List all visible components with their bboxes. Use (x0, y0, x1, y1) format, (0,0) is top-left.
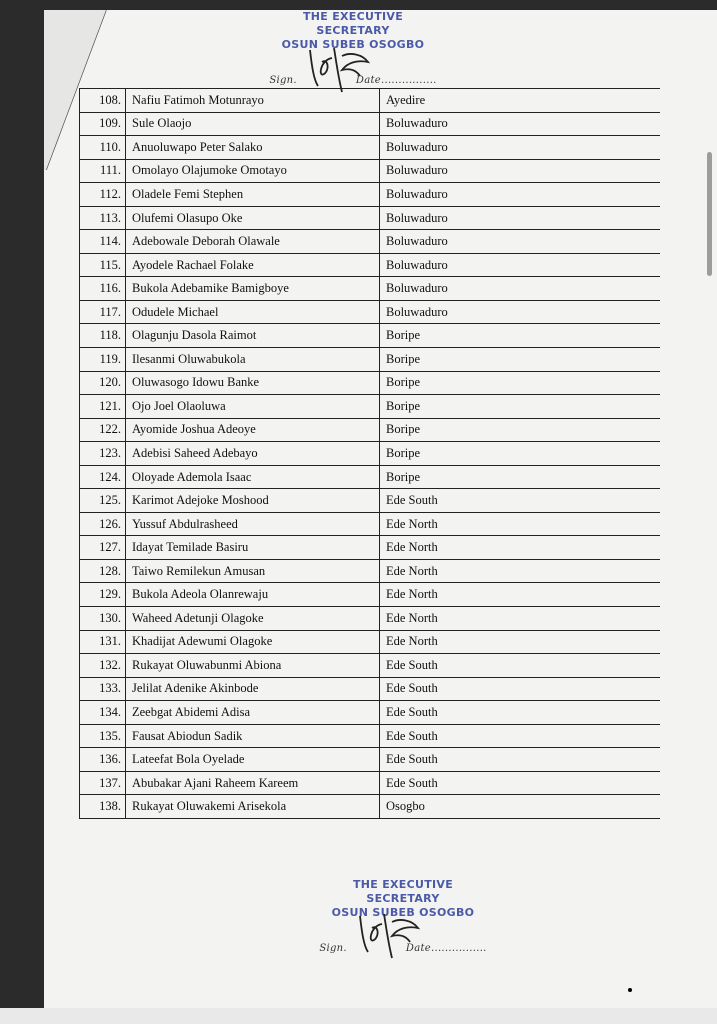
serial-number-cell: 132. (80, 654, 126, 678)
name-cell: Ojo Joel Olaoluwa (126, 395, 380, 419)
lga-cell: Boluwaduro (380, 230, 661, 254)
lga-cell: Boripe (380, 324, 661, 348)
serial-number-cell: 128. (80, 559, 126, 583)
stamp-subtitle: OSUN SUBEB OSOGBO (281, 38, 425, 51)
date-label: Date................ (405, 943, 487, 954)
name-cell: Zeebgat Abidemi Adisa (126, 701, 380, 725)
lga-cell: Boripe (380, 348, 661, 372)
lga-cell: Ede North (380, 607, 661, 631)
lga-cell: Ede South (380, 724, 661, 748)
name-cell: Idayat Temilade Basiru (126, 536, 380, 560)
serial-number-cell: 119. (80, 348, 126, 372)
name-cell: Bukola Adeola Olanrewaju (126, 583, 380, 607)
serial-number-cell: 127. (80, 536, 126, 560)
table-row (80, 701, 661, 725)
table-row (80, 206, 661, 230)
serial-number-cell: 116. (80, 277, 126, 301)
lga-cell: Ede North (380, 512, 661, 536)
table-row (80, 795, 661, 819)
lga-cell: Boripe (380, 395, 661, 419)
table-row (80, 277, 661, 301)
table-row (80, 607, 661, 631)
lga-cell: Ede South (380, 654, 661, 678)
table-row (80, 559, 661, 583)
serial-number-cell: 118. (80, 324, 126, 348)
name-cell: Adebowale Deborah Olawale (126, 230, 380, 254)
name-cell: Oloyade Ademola Isaac (126, 465, 380, 489)
table-row (80, 465, 661, 489)
serial-number-cell: 135. (80, 724, 126, 748)
lga-cell: Boluwaduro (380, 206, 661, 230)
lga-cell: Ede North (380, 630, 661, 654)
serial-number-cell: 112. (80, 183, 126, 207)
lga-cell: Osogbo (380, 795, 661, 819)
lga-cell: Boluwaduro (380, 136, 661, 160)
table-row (80, 371, 661, 395)
lga-cell: Ede South (380, 748, 661, 772)
name-cell: Ayomide Joshua Adeoye (126, 418, 380, 442)
lga-cell: Boluwaduro (380, 159, 661, 183)
table-row (80, 89, 661, 113)
table-row (80, 230, 661, 254)
sign-label: Sign. (269, 75, 297, 86)
lga-cell: Boluwaduro (380, 112, 661, 136)
name-cell: Yussuf Abdulrasheed (126, 512, 380, 536)
serial-number-cell: 136. (80, 748, 126, 772)
roster-table (79, 88, 660, 819)
lga-cell: Boluwaduro (380, 253, 661, 277)
lga-cell: Boripe (380, 418, 661, 442)
serial-number-cell: 131. (80, 630, 126, 654)
serial-number-cell: 108. (80, 89, 126, 113)
table-row (80, 300, 661, 324)
lga-cell: Ayedire (380, 89, 661, 113)
name-cell: Odudele Michael (126, 300, 380, 324)
lga-cell: Ede North (380, 536, 661, 560)
lga-cell: Ede South (380, 771, 661, 795)
table-row (80, 159, 661, 183)
lga-cell: Ede South (380, 489, 661, 513)
serial-number-cell: 114. (80, 230, 126, 254)
table-row (80, 654, 661, 678)
name-cell: Omolayo Olajumoke Omotayo (126, 159, 380, 183)
serial-number-cell: 117. (80, 300, 126, 324)
name-cell: Taiwo Remilekun Amusan (126, 559, 380, 583)
name-cell: Ayodele Rachael Folake (126, 253, 380, 277)
table-row (80, 630, 661, 654)
name-cell: Waheed Adetunji Olagoke (126, 607, 380, 631)
serial-number-cell: 115. (80, 253, 126, 277)
table-row (80, 112, 661, 136)
name-cell: Rukayat Oluwabunmi Abiona (126, 654, 380, 678)
serial-number-cell: 130. (80, 607, 126, 631)
next-page-edge (0, 1008, 717, 1024)
signature-icon (348, 906, 428, 966)
serial-number-cell: 122. (80, 418, 126, 442)
lga-cell: Ede South (380, 701, 661, 725)
name-cell: Olagunju Dasola Raimot (126, 324, 380, 348)
lga-cell: Boluwaduro (380, 300, 661, 324)
serial-number-cell: 137. (80, 771, 126, 795)
lga-cell: Ede North (380, 583, 661, 607)
stamp-title: THE EXECUTIVE SECRETARY (352, 878, 454, 905)
table-row (80, 183, 661, 207)
table-row (80, 442, 661, 466)
name-cell: Fausat Abiodun Sadik (126, 724, 380, 748)
name-cell: Bukola Adebamike Bamigboye (126, 277, 380, 301)
serial-number-cell: 134. (80, 701, 126, 725)
table-row (80, 136, 661, 160)
name-cell: Khadijat Adewumi Olagoke (126, 630, 380, 654)
table-row (80, 677, 661, 701)
name-cell: Ilesanmi Oluwabukola (126, 348, 380, 372)
table-row (80, 748, 661, 772)
table-row (80, 395, 661, 419)
serial-number-cell: 129. (80, 583, 126, 607)
name-cell: Karimot Adejoke Moshood (126, 489, 380, 513)
sign-label: Sign. (319, 943, 347, 954)
lga-cell: Boripe (380, 442, 661, 466)
serial-number-cell: 121. (80, 395, 126, 419)
name-cell: Olufemi Olasupo Oke (126, 206, 380, 230)
stamp-title: THE EXECUTIVE SECRETARY (302, 10, 404, 37)
name-cell: Jelilat Adenike Akinbode (126, 677, 380, 701)
serial-number-cell: 126. (80, 512, 126, 536)
serial-number-cell: 124. (80, 465, 126, 489)
name-cell: Lateefat Bola Oyelade (126, 748, 380, 772)
lga-cell: Boripe (380, 465, 661, 489)
table-row (80, 348, 661, 372)
table-row (80, 324, 661, 348)
name-cell: Rukayat Oluwakemi Arisekola (126, 795, 380, 819)
stamp-bottom (318, 878, 488, 956)
name-cell: Anuoluwapo Peter Salako (126, 136, 380, 160)
serial-number-cell: 120. (80, 371, 126, 395)
date-label: Date................ (355, 75, 437, 86)
lga-cell: Ede North (380, 559, 661, 583)
table-row (80, 253, 661, 277)
page-dot (628, 988, 632, 992)
table-row (80, 489, 661, 513)
name-cell: Adebisi Saheed Adebayo (126, 442, 380, 466)
table-row (80, 418, 661, 442)
name-cell: Oluwasogo Idowu Banke (126, 371, 380, 395)
name-cell: Sule Olaojo (126, 112, 380, 136)
stamp-subtitle: OSUN SUBEB OSOGBO (331, 906, 475, 919)
serial-number-cell: 111. (80, 159, 126, 183)
serial-number-cell: 138. (80, 795, 126, 819)
table-row (80, 583, 661, 607)
lga-cell: Boluwaduro (380, 277, 661, 301)
serial-number-cell: 109. (80, 112, 126, 136)
name-cell: Nafiu Fatimoh Motunrayo (126, 89, 380, 113)
lga-cell: Boluwaduro (380, 183, 661, 207)
lga-cell: Ede South (380, 677, 661, 701)
lga-cell: Boripe (380, 371, 661, 395)
serial-number-cell: 133. (80, 677, 126, 701)
serial-number-cell: 113. (80, 206, 126, 230)
table-row (80, 771, 661, 795)
table-row (80, 512, 661, 536)
serial-number-cell: 125. (80, 489, 126, 513)
scrollbar-thumb[interactable] (707, 152, 712, 276)
name-cell: Abubakar Ajani Raheem Kareem (126, 771, 380, 795)
serial-number-cell: 110. (80, 136, 126, 160)
stamp-top (268, 10, 438, 88)
serial-number-cell: 123. (80, 442, 126, 466)
table-row (80, 724, 661, 748)
table-row (80, 536, 661, 560)
name-cell: Oladele Femi Stephen (126, 183, 380, 207)
